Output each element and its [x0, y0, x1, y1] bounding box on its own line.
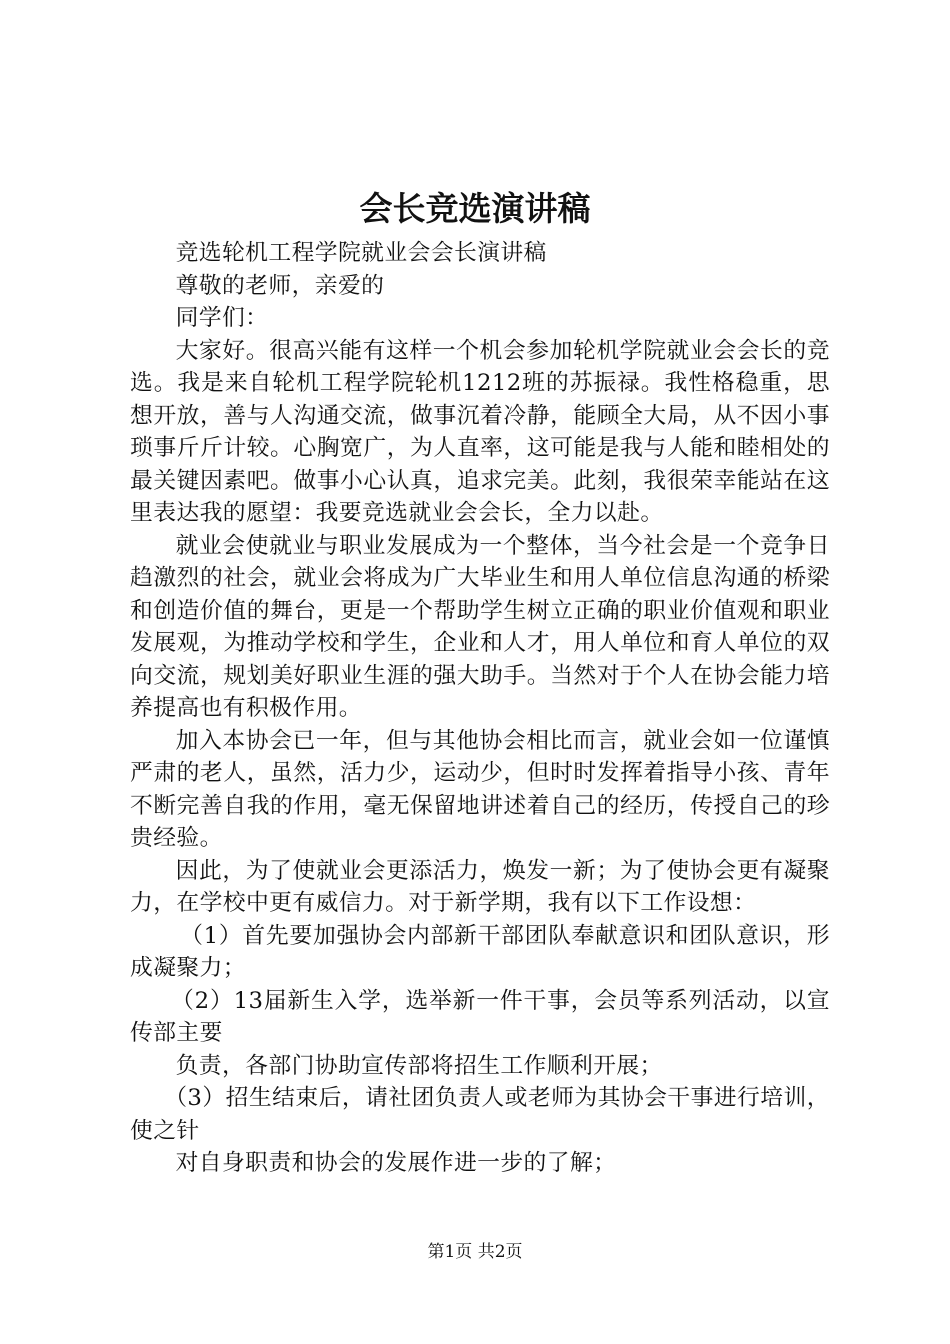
paragraph-plan-2: （2）13届新生入学，选举新一件干事，会员等系列活动，以宣传部主要	[130, 987, 830, 1046]
paragraph-salutation: 尊敬的老师，亲爱的	[175, 272, 385, 299]
paragraph-experience: 加入本协会已一年，但与其他协会相比而言，就业会如一位谨慎严肃的老人，虽然，活力少，运动少，但时时发挥着指导小孩、青年不断完善自我的作用，毫无保留地讲述着自己的经历，传授自己的珍贵经验。	[130, 727, 830, 851]
paragraph-salutation-cont: 同学们：	[175, 305, 269, 331]
paragraph-plans-intro: 因此，为了使就业会更添活力，焕发一新；为了使协会更有凝聚力，在学校中更有威信力。对于新学期，我有以下工作设想：	[130, 857, 830, 916]
paragraph-plan-3: （3）招生结束后，请社团负责人或老师为其协会干事进行培训，使之针	[130, 1085, 830, 1144]
paragraph-plan-3-cont: 对自身职责和协会的发展作进一步的了解；	[175, 1150, 617, 1176]
document-body	[130, 237, 830, 1180]
paragraph-plan-2-cont: 负责，各部门协助宣传部将招生工作顺利开展；	[175, 1052, 663, 1079]
paragraph-plan-1: （1）首先要加强协会内部新干部团队奉献意识和团队意识，形成凝聚力；	[130, 922, 830, 981]
paragraph-intro: 大家好。很高兴能有这样一个机会参加轮机学院就业会会长的竞选。我是来自轮机工程学院轮机1212班的苏振禄。我性格稳重，思想开放，善与人沟通交流，做事沉着冷静，能顾全大局，从不因小事琐事斤斤计较。心胸宽广，为人直率，这可能是我与人能和睦相处的最关键因素吧。做事小心认真，追求完美。此刻，我很荣幸能站在这里表达我的愿望：我要竞选就业会会长，全力以赴。	[130, 337, 830, 526]
page-footer: 第1页 共2页	[427, 1242, 523, 1262]
paragraph-subtitle: 竞选轮机工程学院就业会会长演讲稿	[175, 240, 547, 266]
document-title: 会长竞选演讲稿	[359, 189, 591, 228]
paragraph-association: 就业会使就业与职业发展成为一个整体，当今社会是一个竞争日趋激烈的社会，就业会将成为广大毕业生和用人单位信息沟通的桥梁和创造价值的舞台，更是一个帮助学生树立正确的职业价值观和职业发展观，为推动学校和学生，企业和人才，用人单位和育人单位的双向交流，规划美好职业生涯的强大助手。当然对于个人在协会能力培养提高也有积极作用。	[130, 532, 830, 721]
